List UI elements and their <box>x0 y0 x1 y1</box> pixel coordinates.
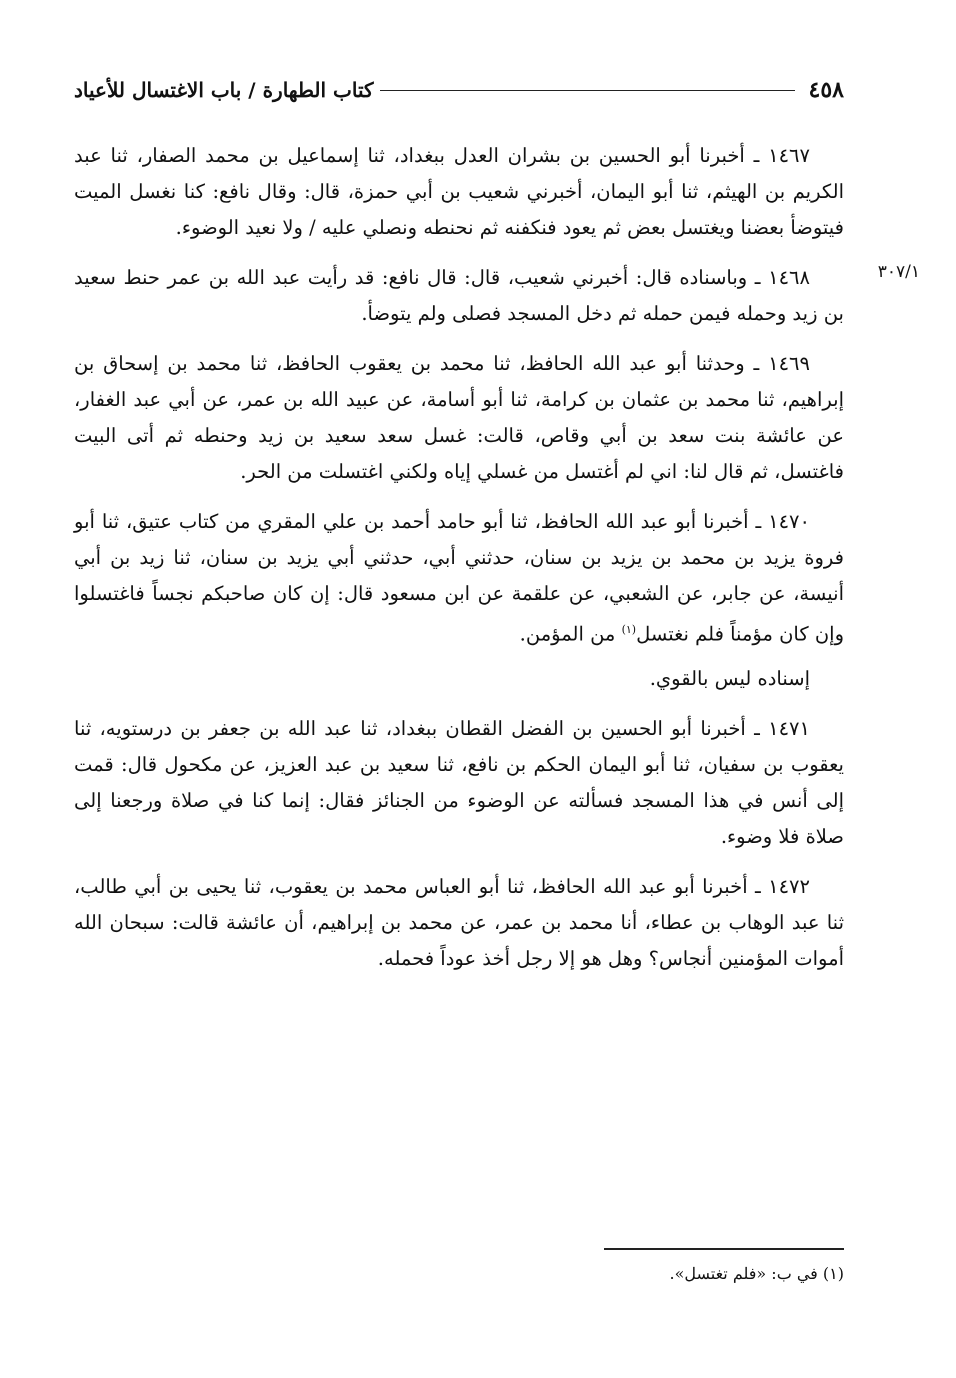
hadith-1469: ١٤٦٩ ـ وحدثنا أبو عبد الله الحافظ، ثنا محمد بن يعقوب الحافظ، ثنا محمد بن إسحاق بن إبراهيم، ثنا محمد بن عثمان بن كرامة، ثنا أبو أسامة، عن عبيد الله بن عمر، عن أبي عبد الغفار، عن عائشة بنت سعد بن أبي وقاص، قالت: غسل سعد سعيد بن زيد وحنطه ثم أتى البيت فاغتسل، ثم قال لنا: اني لم أغتسل من غسلي إياه ولكني اغتسلت من الحر. <box>74 352 844 483</box>
hadith-1472: ١٤٧٢ ـ أخبرنا أبو عبد الله الحافظ، ثنا أبو العباس محمد بن يعقوب، ثنا يحيى بن أبي طالب، ثنا عبد الوهاب بن عطاء، أنا محمد بن عمر، عن محمد بن إبراهيم، أن عائشة قالت: سبحان الله أموات المؤمنين أنجاس؟ وهل هو إلا رجل أخذ عوداً فحمله. <box>74 874 844 970</box>
header-rule <box>380 90 795 91</box>
footnote: (١) في ب: «فلم تغتسل». <box>669 1264 844 1283</box>
hadith-1468: ١٤٦٨ ـ وباسناده قال: أخبرني شعيب، قال: قال نافع: قد رأيت عبد الله بن عمر حنط سعيد بن زيد وحمله فيمن حمله ثم دخل المسجد فصلى ولم يتوضأ. <box>74 266 844 325</box>
hadith-1470-tail: من المؤمن. <box>519 622 616 646</box>
margin-reference: ٣٠٧/١ <box>877 262 920 282</box>
footnote-rule <box>604 1248 844 1250</box>
page-number: ٤٥٨ <box>808 77 844 103</box>
hadith-1467: ١٤٦٧ ـ أخبرنا أبو الحسين بن بشران العدل ببغداد، ثنا إسماعيل بن محمد الصفار، ثنا عبد الكريم بن الهيثم، ثنا أبو اليمان، أخبرني شعيب بن أبي حمزة، قال: وقال نافع: كنا نغسل الميت فيتوضأ بعضنا ويغتسل بعض ثم يعود فنكفنه ثم نحنطه ونصلي عليه / ولا نعيد الوضوء. <box>74 144 844 239</box>
book-page <box>74 70 920 1310</box>
hadith-1470 <box>74 504 844 653</box>
main-text <box>74 138 844 977</box>
footnote-ref: (١) <box>621 623 637 636</box>
page-header <box>74 70 844 110</box>
isnad-note: إسناده ليس بالقوي. <box>649 666 810 690</box>
hadith-1471: ١٤٧١ ـ أخبرنا أبو الحسين بن الفضل القطان ببغداد، ثنا عبد الله بن جعفر بن درستويه، ثنا يعقوب بن سفيان، ثنا أبو اليمان الحكم بن نافع، ثنا سعيد بن عبد العزيز، عن مكحول قال: قمت إلى أنس في هذا المسجد فسألته عن الوضوء من الجنائز فقال: إنما كنا في صلاة ورجعنا إلى صلاة فلا وضوء. <box>74 716 844 848</box>
running-title: كتاب الطهارة / باب الاغتسال للأعياد <box>74 78 374 102</box>
hadith-1470-text: ١٤٧٠ ـ أخبرنا أبو عبد الله الحافظ، ثنا أبو حامد أحمد بن علي المقري من كتاب عتيق، ثنا أبو فروة يزيد بن محمد بن يزيد بن سنان، حدثني أبي، حدثني أبي يزيد بن سنان، ثنا زيد بن أبي أنيسة، عن جابر، عن الشعبي، عن علقمة عن ابن مسعود قال: إن كان صاحبكم نجساً فاغتسلوا وإن كان مؤمناً فلم نغتسل <box>74 510 844 646</box>
